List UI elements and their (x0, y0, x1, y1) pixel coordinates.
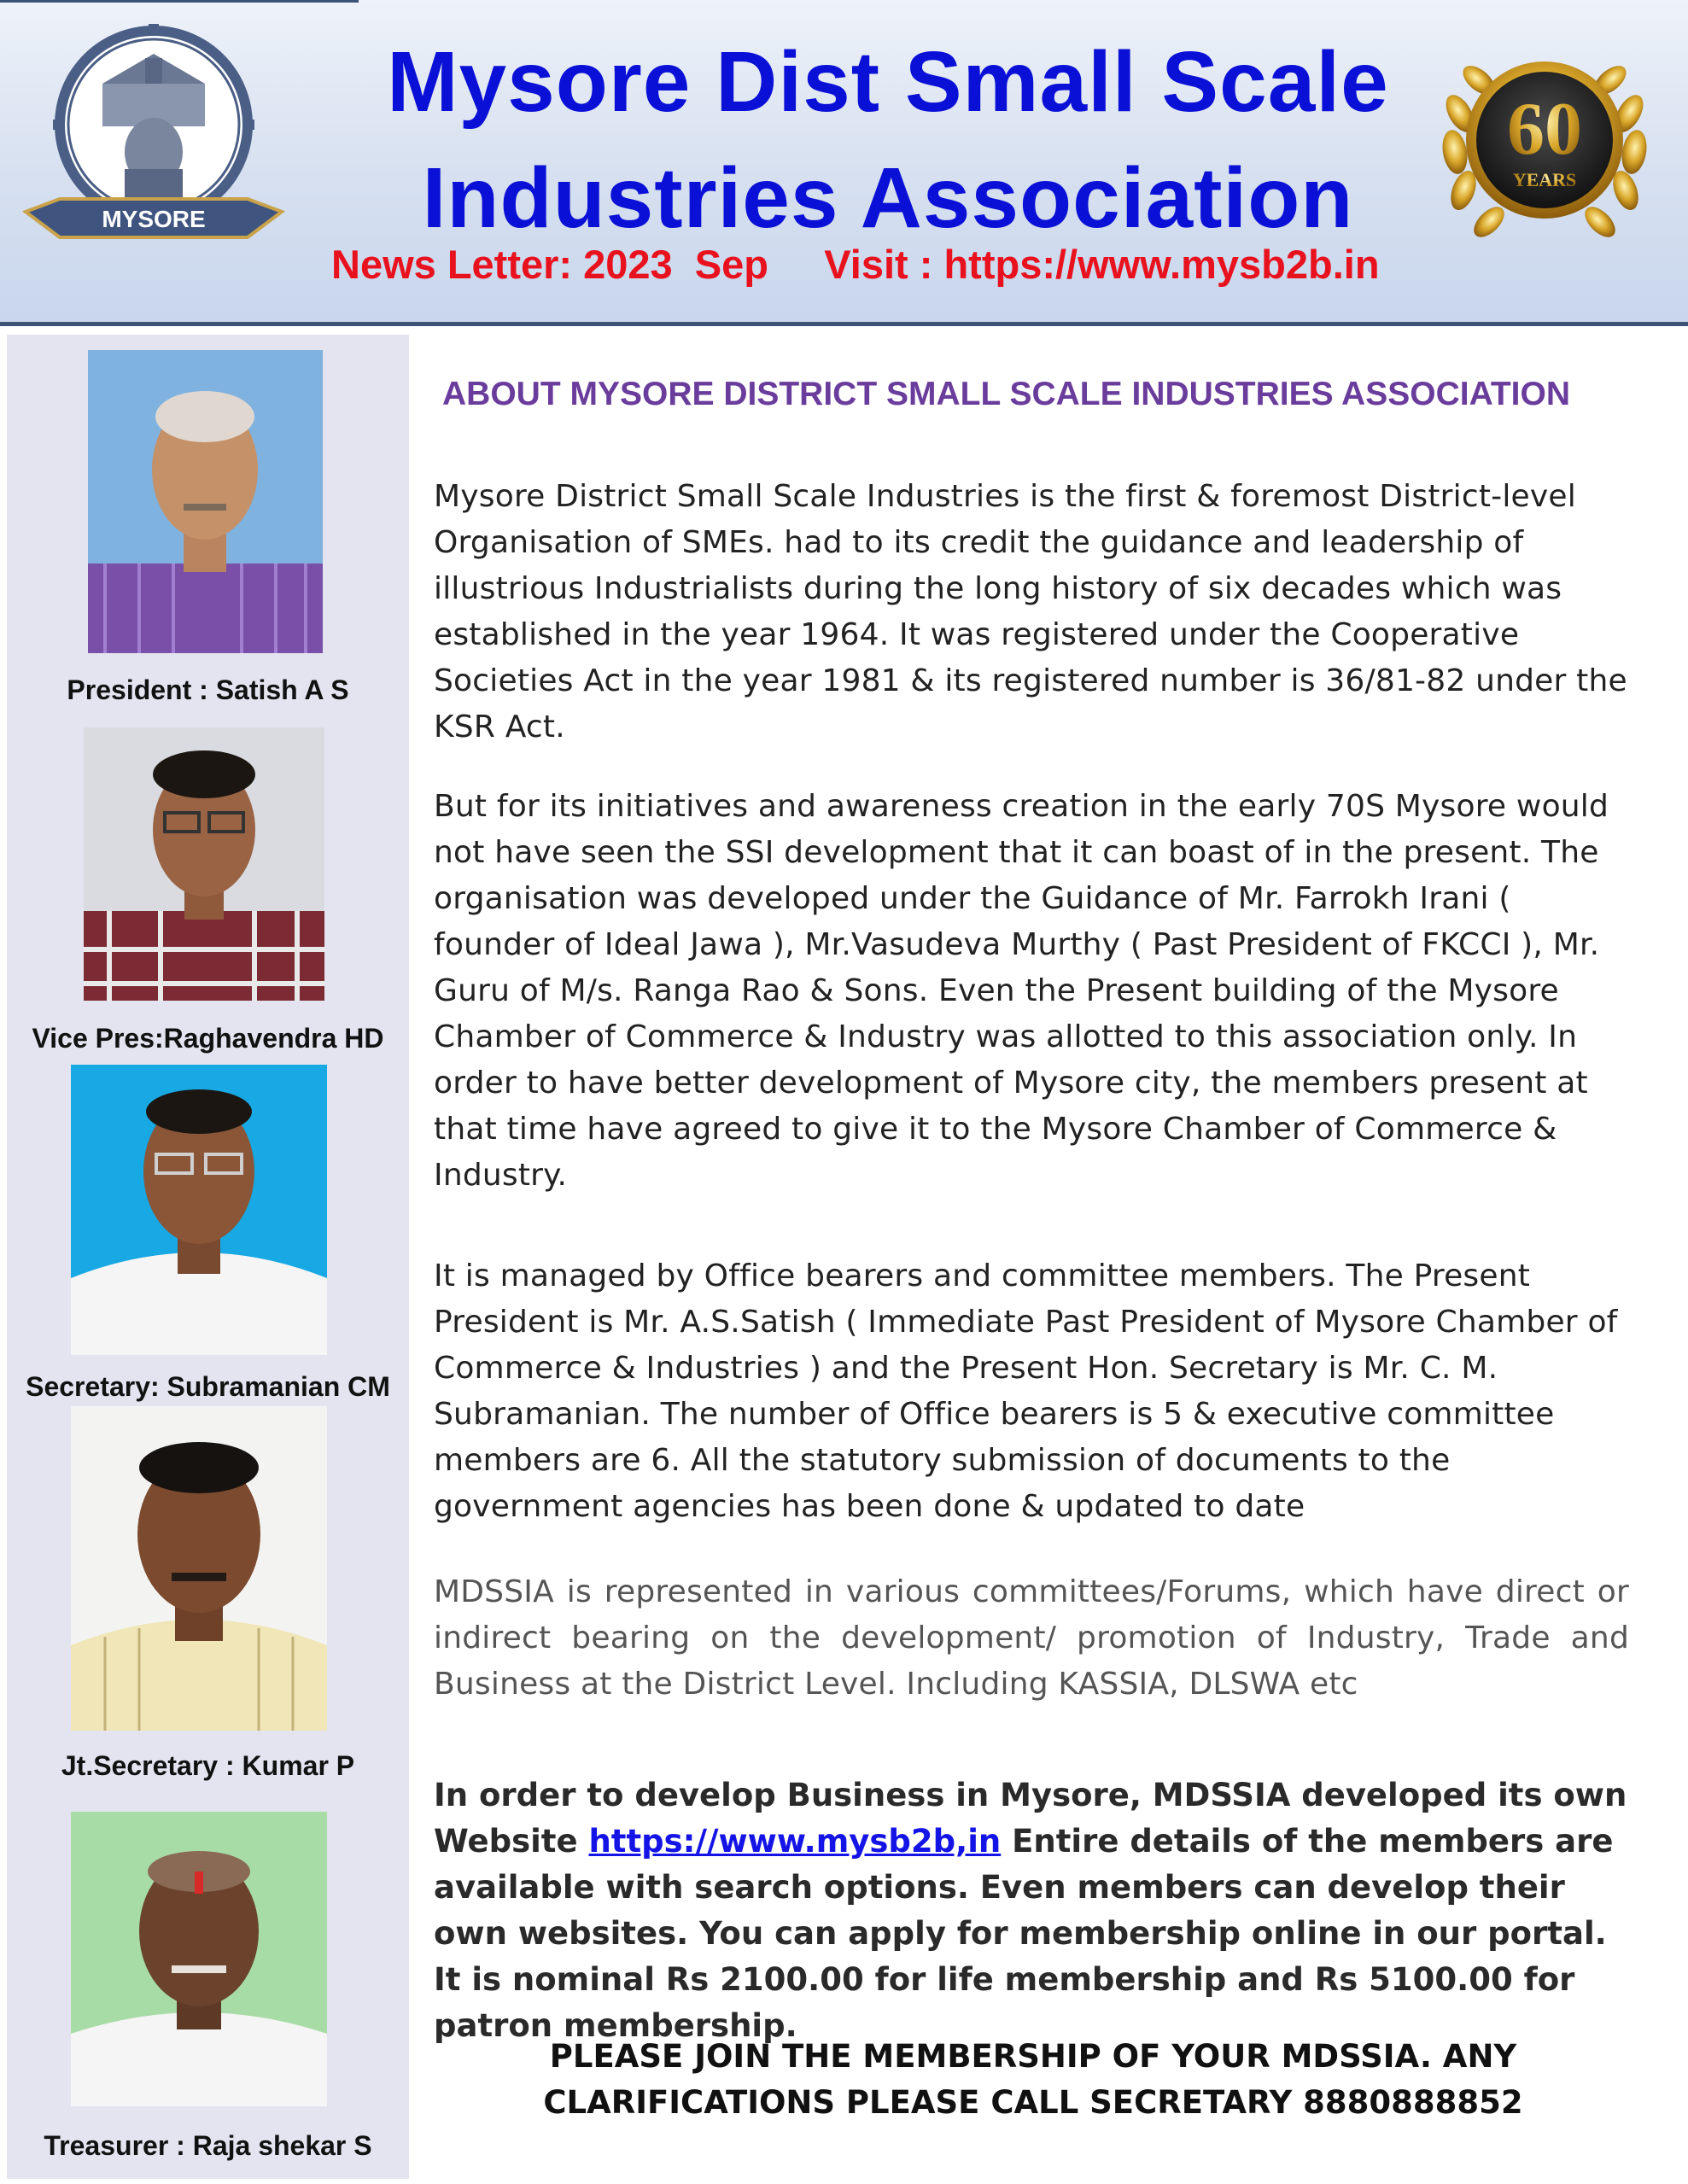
cta-line-2: CLARIFICATIONS PLEASE CALL SECRETARY 8880888852 (543, 2084, 1523, 2121)
treasurer-caption: Treasurer : Raja shekar S (44, 2130, 372, 2161)
newsletter-subtitle (331, 241, 1441, 288)
title-line-1: Mysore Dist Small Scale (387, 34, 1389, 130)
title-line-2: Industries Association (422, 150, 1354, 246)
office-bearers-sidebar (7, 335, 409, 2179)
about-paragraph-2: But for its initiatives and awareness creation in the early 70S Mysore would not have seen the SSI development that it can boast of in the present. The organisation was developed under the Guidance of Mr. Farrokh Irani ( founder of Ideal Jawa ), Mr.Vasudeva Murthy ( Past President of FKCCI ), Mr. Guru of M/s. Ranga Rao & Sons. Even the Present building of the Mysore Chamber of Commerce & Industry was allotted to this association only. In order to have better development of Mysore city, the members present at that time have agreed to give it to the Mysore Chamber of Commerce & Industry. (434, 789, 1609, 1193)
president-photo (88, 350, 323, 653)
website-paragraph (434, 1772, 1629, 2049)
secretary-caption: Secretary: Subramanian CM (26, 1371, 390, 1402)
visit-link[interactable]: Visit : https://www.mysb2b.in (824, 242, 1380, 287)
website-text-after: Entire details of the members are available with search options. Even members can develop their own websites. You can apply for membership online in our portal. It is nominal Rs 2100.00 for life membership and Rs 5100.00 for patron membership. (434, 1823, 1614, 2044)
cta-line-1: PLEASE JOIN THE MEMBERSHIP OF YOUR MDSSIA. ANY (549, 2038, 1517, 2075)
badge-years-text: YEARS (1512, 169, 1577, 190)
about-paragraph-4: MDSSIA is represented in various committees/Forums, which have direct or indirect bearing on the development/ promotion of Industry, Trade and Business at the District Level. Including KASSIA, DLSWA etc (434, 1574, 1629, 1702)
badge-number: 60 (1507, 88, 1582, 171)
header-top-rule (0, 0, 359, 3)
website-text-before: In order to develop Business in Mysore, MDSSIA developed its own Website (434, 1777, 1627, 1860)
about-heading: ABOUT MYSORE DISTRICT SMALL SCALE INDUSTRIES ASSOCIATION (442, 376, 1570, 412)
website-link[interactable]: https://www.mysb2b,in (588, 1823, 1002, 1860)
logo-ring-text: MYSORE DISTRICT SMALL SCALE INDUSTRIES ASSO (68, 39, 239, 129)
newsletter-header (0, 0, 1688, 326)
newsletter-date: News Letter: 2023 Sep (331, 242, 768, 287)
membership-call-to-action (427, 2034, 1639, 2126)
about-paragraph-1: Mysore District Small Scale Industries is the first & foremost District-level Organisation of SMEs. had to its credit the guidance and leadership of illustrious Industrialists during the long history of six decades which was established in the year 1964. It was registered under the Cooperative Societies Act in the year 1981 & its registered number is 36/81-82 under the KSR Act. (434, 479, 1627, 745)
vice-president-photo (84, 727, 324, 1001)
secretary-photo (71, 1065, 327, 1355)
association-logo (17, 24, 290, 259)
vice-president-caption: Vice Pres:Raghavendra HD (32, 1023, 384, 1054)
treasurer-photo (71, 1812, 327, 2106)
page-title (324, 24, 1451, 256)
jt-secretary-photo (71, 1406, 327, 1731)
logo-ribbon-text: MYSORE (102, 206, 206, 232)
jt-secretary-caption: Jt.Secretary : Kumar P (61, 1750, 355, 1781)
about-paragraph-3: It is managed by Office bearers and committee members. The Present President is Mr. A.S.Satish ( Immediate Past President of Mysore Chamber of Commerce & Industries ) and the Present Hon. Secretary is Mr. C. M. Subramanian. The number of Office bearers is 5 & executive committee members are 6. All the statutory submission of documents to the government agencies has been done & updated to date (434, 1258, 1618, 1524)
president-caption: President : Satish A S (67, 674, 349, 705)
sixty-years-badge (1434, 32, 1655, 253)
